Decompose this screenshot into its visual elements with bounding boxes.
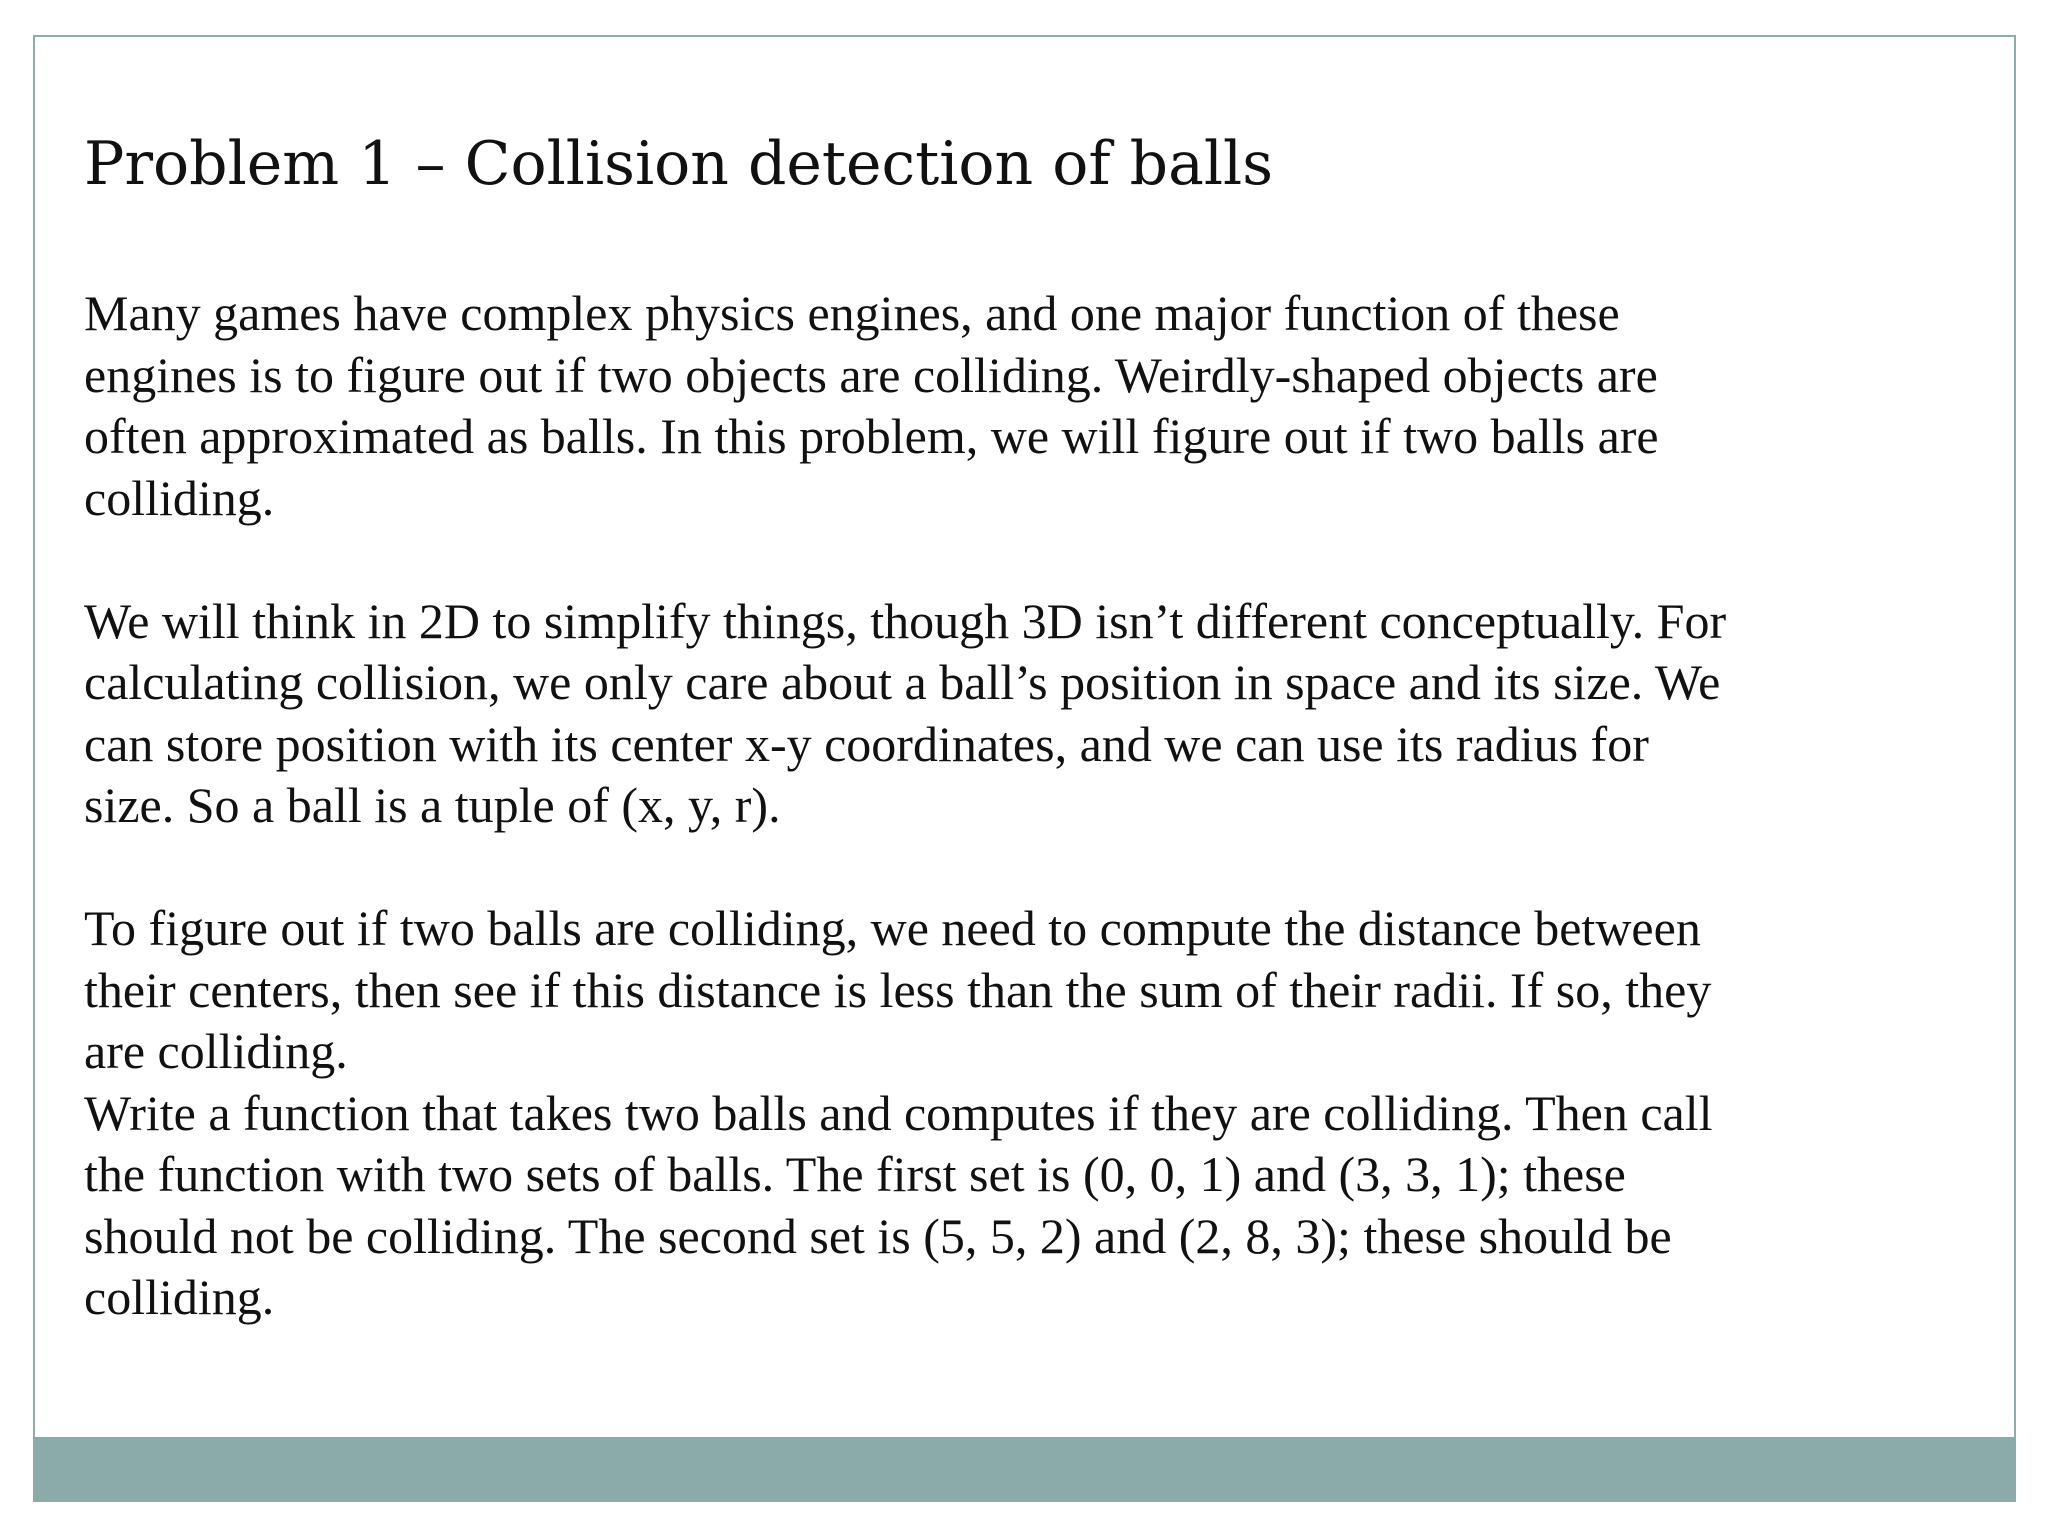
text-line: Many games have complex physics engines, and one major function of these bbox=[84, 285, 1620, 341]
text-line: Write a function that takes two balls and computes if they are colliding. Then call bbox=[84, 1084, 1713, 1141]
text-line: colliding. bbox=[84, 469, 275, 526]
text-line: size. So a ball is a tuple of (x, y, r). bbox=[84, 777, 781, 833]
footer-bar bbox=[33, 1437, 2016, 1502]
text-line: should not be colliding. The second set is (5, 5, 2) and (2, 8, 3); these should be bbox=[84, 1207, 1672, 1264]
text-line: are colliding. bbox=[84, 1023, 348, 1079]
paragraph-intro bbox=[84, 283, 1984, 529]
slide-title: Problem 1 – Collision detection of balls bbox=[84, 129, 1274, 199]
text-line: can store position with its center x-y coordinates, and we can use its radius for bbox=[84, 715, 1649, 772]
text-line: engines is to figure out if two objects are colliding. Weirdly-shaped objects are bbox=[84, 346, 1658, 403]
paragraph-ball-definition bbox=[84, 591, 1984, 837]
text-line: often approximated as balls. In this problem, we will figure out if two balls are bbox=[84, 408, 1659, 464]
paragraph-task bbox=[84, 1083, 1984, 1329]
text-line: colliding. bbox=[84, 1269, 275, 1325]
paragraph-collision-rule bbox=[84, 898, 1984, 1083]
text-line: the function with two sets of balls. The first set is (0, 0, 1) and (3, 3, 1); these bbox=[84, 1146, 1626, 1202]
text-line: their centers, then see if this distance is less than the sum of their radii. If so, they bbox=[84, 961, 1712, 1018]
slide-body bbox=[84, 283, 1984, 1329]
text-line: We will think in 2D to simplify things, though 3D isn’t different conceptually. For bbox=[84, 592, 1727, 649]
text-line: To figure out if two balls are colliding, we need to compute the distance between bbox=[84, 900, 1701, 956]
text-line: calculating collision, we only care about a ball’s position in space and its size. We bbox=[84, 654, 1721, 710]
